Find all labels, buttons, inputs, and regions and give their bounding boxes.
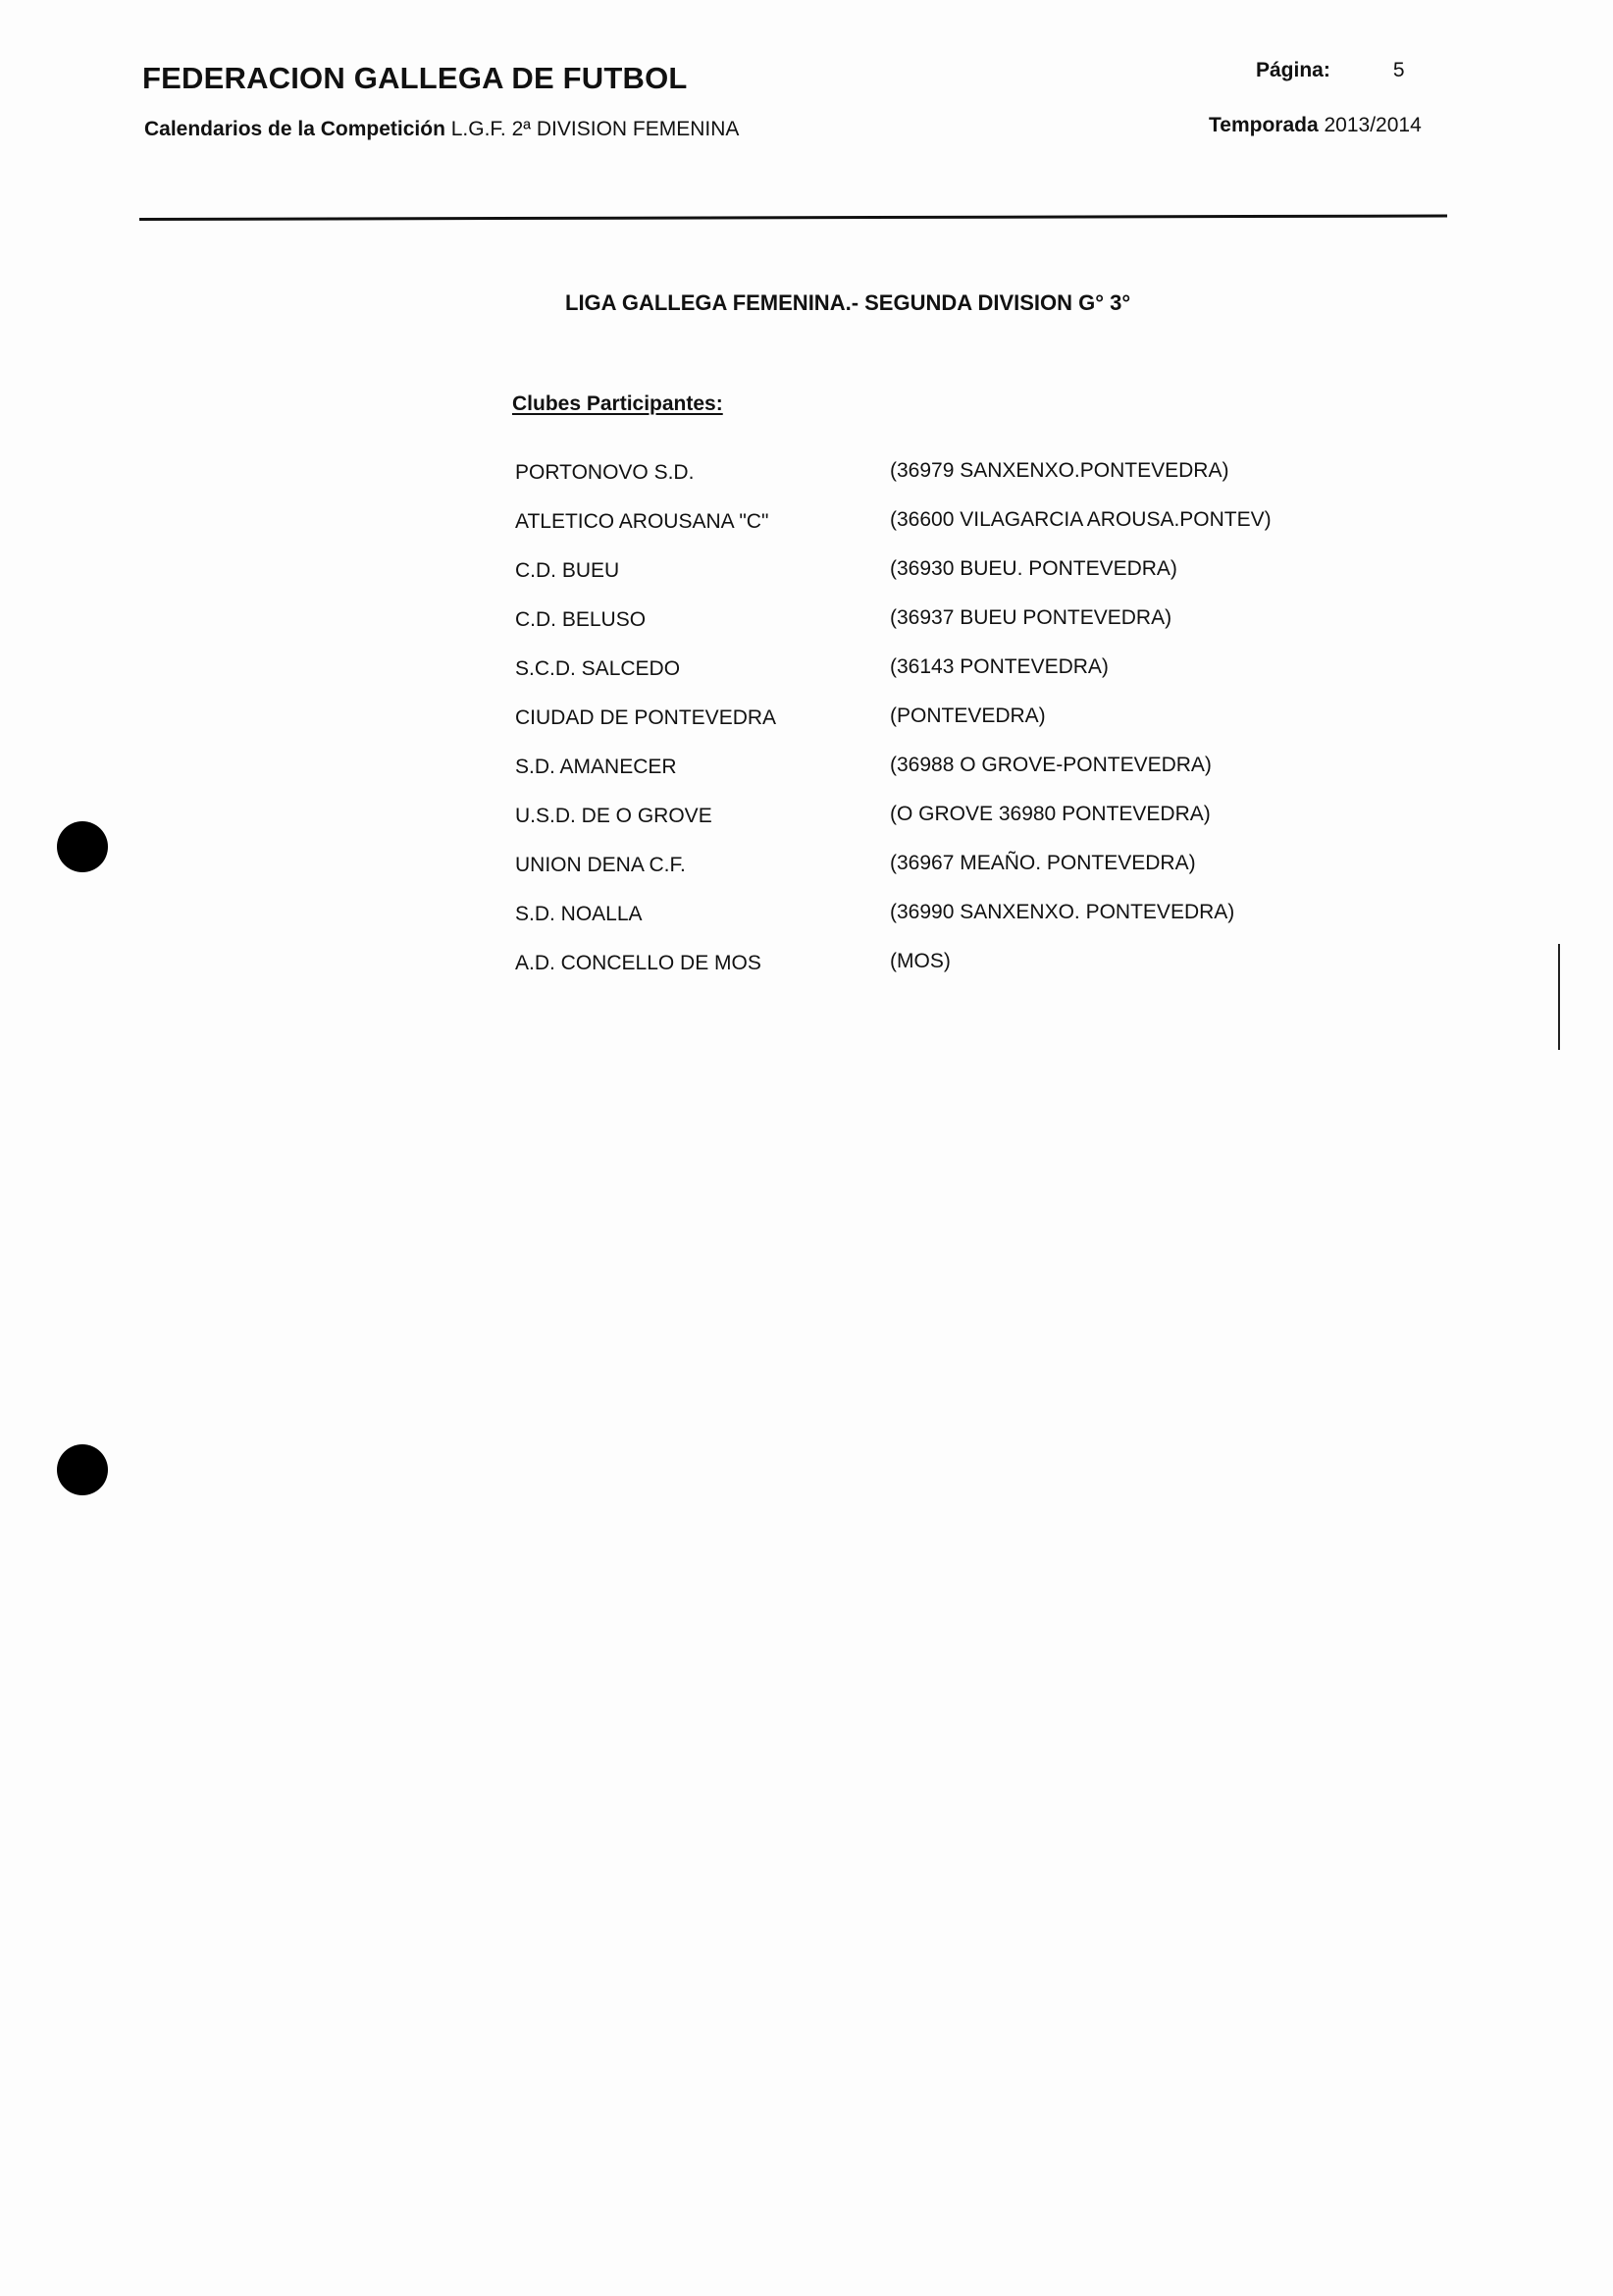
club-location: (36990 SANXENXO. PONTEVEDRA) bbox=[890, 901, 1235, 923]
club-location: (36988 O GROVE-PONTEVEDRA) bbox=[890, 754, 1212, 776]
club-row bbox=[515, 756, 1398, 805]
club-row bbox=[515, 903, 1398, 952]
club-row bbox=[515, 805, 1398, 854]
club-name: C.D. BUEU bbox=[515, 559, 620, 582]
punch-hole-bottom bbox=[57, 1444, 108, 1495]
club-name: S.D. AMANECER bbox=[515, 756, 677, 778]
club-location: (36937 BUEU PONTEVEDRA) bbox=[890, 606, 1172, 629]
federation-title: FEDERACION GALLEGA DE FUTBOL bbox=[142, 61, 688, 95]
club-location: (36979 SANXENXO.PONTEVEDRA) bbox=[890, 459, 1229, 482]
club-row bbox=[515, 608, 1398, 657]
club-name: ATLETICO AROUSANA "C" bbox=[515, 510, 769, 533]
document-subtitle bbox=[144, 118, 739, 141]
season-value: 2013/2014 bbox=[1324, 114, 1422, 136]
club-name: UNION DENA C.F. bbox=[515, 854, 686, 876]
club-name: PORTONOVO S.D. bbox=[515, 461, 695, 484]
club-location: (O GROVE 36980 PONTEVEDRA) bbox=[890, 803, 1211, 825]
scan-edge-mark bbox=[1558, 944, 1560, 1050]
club-name: A.D. CONCELLO DE MOS bbox=[515, 952, 761, 974]
club-location: (36143 PONTEVEDRA) bbox=[890, 655, 1109, 678]
club-name: U.S.D. DE O GROVE bbox=[515, 805, 712, 827]
page-label: Página: bbox=[1256, 59, 1330, 81]
season-label: Temporada bbox=[1209, 114, 1319, 136]
club-name: C.D. BELUSO bbox=[515, 608, 647, 631]
club-row bbox=[515, 706, 1398, 756]
club-location: (36967 MEAÑO. PONTEVEDRA) bbox=[890, 852, 1196, 874]
club-row bbox=[515, 952, 1398, 1001]
club-row bbox=[515, 559, 1398, 608]
page-indicator bbox=[1256, 59, 1405, 82]
club-row bbox=[515, 510, 1398, 559]
club-name: CIUDAD DE PONTEVEDRA bbox=[515, 706, 777, 729]
clubs-heading: Clubes Participantes: bbox=[512, 392, 723, 415]
club-row bbox=[515, 657, 1398, 706]
club-location: (MOS) bbox=[890, 950, 951, 972]
season-indicator bbox=[1209, 114, 1422, 137]
competition-title: LIGA GALLEGA FEMENINA.- SEGUNDA DIVISION G° 3° bbox=[565, 290, 1131, 315]
club-location: (36600 VILAGARCIA AROUSA.PONTEV) bbox=[890, 508, 1272, 531]
club-row bbox=[515, 461, 1398, 510]
club-name: S.D. NOALLA bbox=[515, 903, 643, 925]
header-divider bbox=[139, 215, 1447, 221]
club-location: (36930 BUEU. PONTEVEDRA) bbox=[890, 557, 1177, 580]
punch-hole-top bbox=[57, 821, 108, 872]
subtitle-division: L.G.F. 2ª DIVISION FEMENINA bbox=[450, 118, 740, 140]
club-location: (PONTEVEDRA) bbox=[890, 704, 1046, 727]
club-row bbox=[515, 854, 1398, 903]
subtitle-bold: Calendarios de la Competición bbox=[144, 118, 445, 140]
page-number: 5 bbox=[1392, 59, 1405, 81]
clubs-list bbox=[515, 461, 1398, 1001]
club-name: S.C.D. SALCEDO bbox=[515, 657, 681, 680]
